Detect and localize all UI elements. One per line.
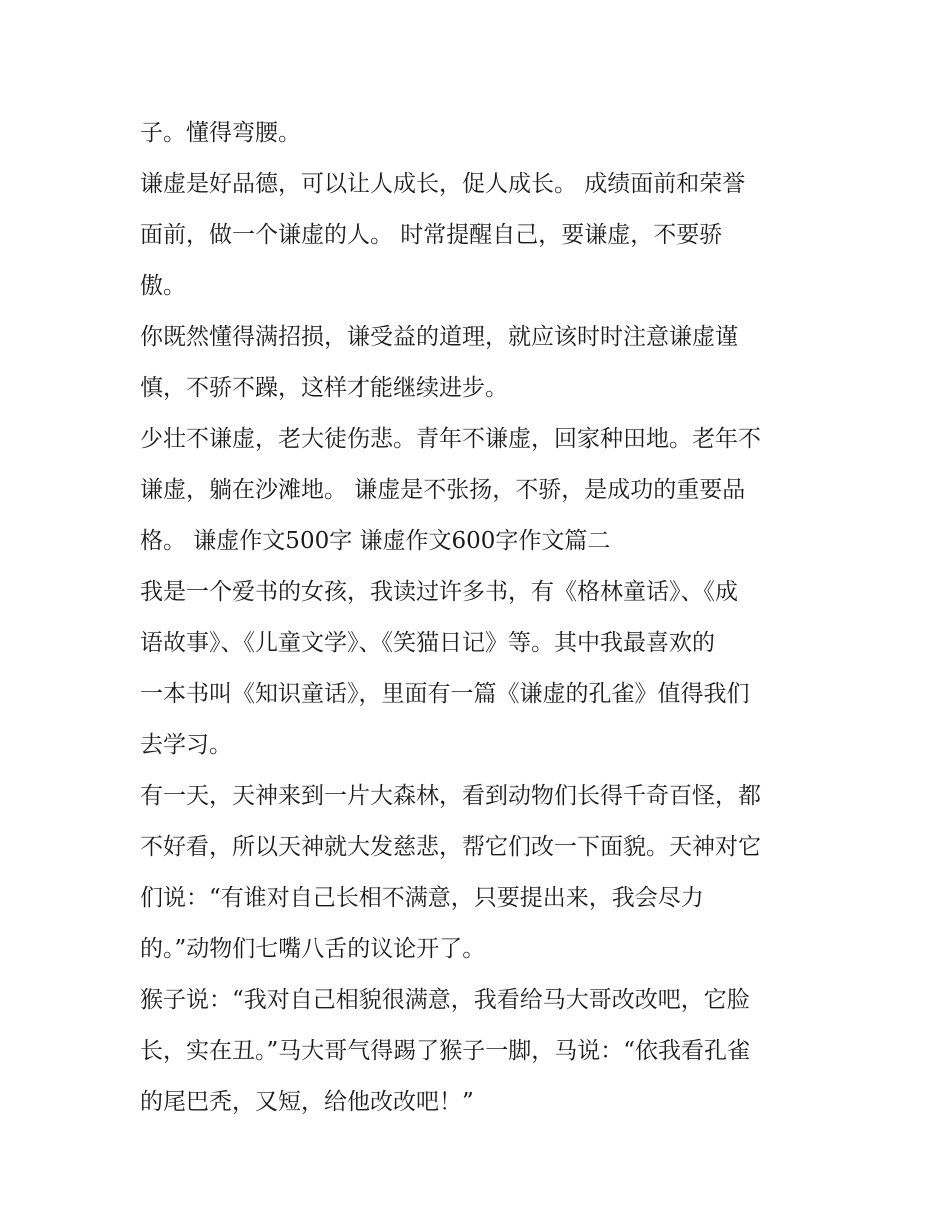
text-line: 格。 谦虚作文500字 谦虚作文600字作文篇二 [140, 528, 611, 554]
text-line: 我是一个爱书的女孩，我读过许多书，有《格林童话》、《成 [140, 579, 738, 605]
text-line: 不好看，所以天神就大发慈悲，帮它们改一下面貌。天神对它 [140, 834, 761, 860]
text-line: 傲。 [140, 273, 186, 299]
text-line: 的尾巴秃，又短，给他改改吧！” [140, 1089, 474, 1115]
document-body [140, 108, 820, 1128]
text-line: 子。懂得弯腰。 [140, 120, 301, 146]
text-line: 长，实在丑。”马大哥气得踢了猴子一脚，马说：“依我看孔雀 [140, 1038, 751, 1064]
text-line: 们说：“有谁对自己长相不满意，只要提出来，我会尽力 [140, 885, 704, 911]
text-line: 的。”动物们七嘴八舌的议论开了。 [140, 936, 486, 962]
text-line: 有一天，天神来到一片大森林，看到动物们长得千奇百怪，都 [140, 783, 761, 809]
text-line: 谦虚是好品德，可以让人成长，促人成长。 成绩面前和荣誉 [140, 171, 746, 197]
text-line: 去学习。 [140, 732, 232, 758]
text-line: 猴子说：“我对自己相貌很满意，我看给马大哥改改吧，它脸 [140, 987, 750, 1013]
text-line: 面前，做一个谦虚的人。 时常提醒自己，要谦虚，不要骄 [140, 222, 723, 248]
text-line: 谦虚，躺在沙滩地。 谦虚是不张扬，不骄，是成功的重要品 [140, 477, 746, 503]
text-line: 语故事》、《儿童文学》、《笑猫日记》等。其中我最喜欢的 [140, 630, 715, 656]
text-line: 一本书叫《知识童话》，里面有一篇《谦虚的孔雀》值得我们 [140, 681, 750, 707]
text-line: 慎，不骄不躁，这样才能继续进步。 [140, 375, 508, 401]
text-line: 少壮不谦虚，老大徒伤悲。青年不谦虚，回家种田地。老年不 [140, 426, 761, 452]
text-line: 你既然懂得满招损，谦受益的道理，就应该时时注意谦虚谨 [140, 324, 738, 350]
